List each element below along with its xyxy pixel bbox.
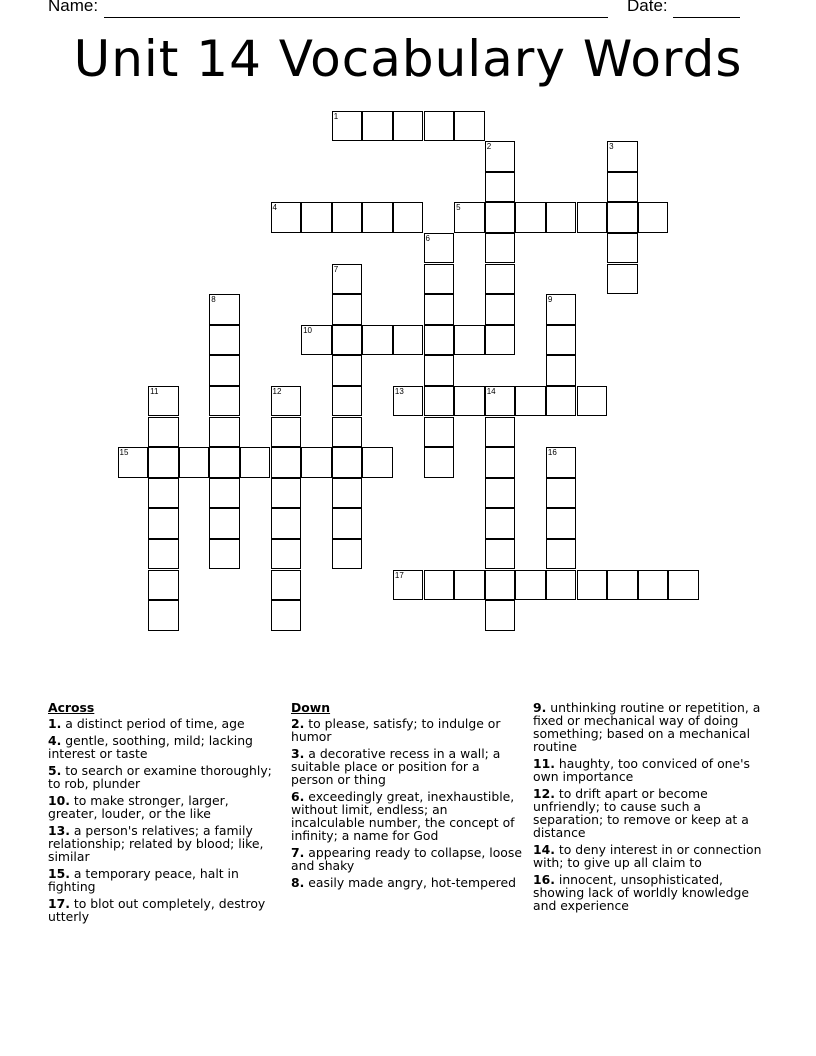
crossword-cell[interactable] [546, 386, 577, 417]
crossword-cell[interactable] [271, 539, 302, 570]
crossword-cell[interactable] [332, 111, 363, 142]
crossword-cell[interactable] [485, 570, 516, 601]
clue-text: a distinct period of time, age [61, 716, 245, 731]
clue-text: to search or examine thoroughly; to rob, plunder [48, 763, 272, 791]
crossword-cell[interactable] [485, 478, 516, 509]
crossword-cell[interactable] [546, 478, 577, 509]
clue-number: 5. [48, 763, 62, 778]
across-heading: Across [48, 700, 95, 715]
clue-text: appearing ready to collapse, loose and shaky [291, 845, 522, 873]
crossword-cell[interactable] [485, 233, 516, 264]
crossword-cell[interactable] [118, 447, 149, 478]
clue-text: to drift apart or become unfriendly; to cause such a separation; to remove or keep at a distance [533, 786, 749, 840]
crossword-cell[interactable] [362, 202, 393, 233]
cell-number: 14 [486, 386, 496, 396]
clue-number: 3. [291, 746, 305, 761]
clue-number: 1. [48, 716, 62, 731]
clue-item [291, 846, 523, 872]
crossword-cell[interactable] [424, 355, 455, 386]
cell-number: 13 [394, 386, 404, 396]
crossword-cell[interactable] [332, 264, 363, 295]
cell-number: 12 [272, 386, 282, 396]
across-clue-list [48, 717, 273, 923]
name-label: Name: [48, 0, 99, 15]
crossword-cell[interactable] [424, 570, 455, 601]
crossword-cell[interactable] [546, 325, 577, 356]
crossword-cell[interactable] [607, 264, 638, 295]
crossword-cell[interactable] [332, 294, 363, 325]
clue-item [48, 764, 273, 790]
crossword-cell[interactable] [546, 202, 577, 233]
clue-number: 15. [48, 866, 70, 881]
crossword-cell[interactable] [577, 570, 608, 601]
cell-number: 3 [609, 142, 614, 152]
clues-across-column [48, 701, 273, 927]
down-clue-list-continued [533, 701, 769, 912]
crossword-cell[interactable] [424, 386, 455, 417]
crossword-cell[interactable] [148, 508, 179, 539]
crossword-cell[interactable] [607, 233, 638, 264]
crossword-cell[interactable] [424, 417, 455, 448]
cell-number: 5 [456, 203, 461, 213]
clue-text: unthinking routine or repetition, a fixed or mechanical way of doing something; based on a mechanical routine [533, 700, 761, 754]
crossword-cell[interactable] [271, 202, 302, 233]
crossword-cell[interactable] [301, 202, 332, 233]
date-label: Date: [627, 0, 668, 15]
crossword-cell[interactable] [301, 325, 332, 356]
crossword-cell[interactable] [332, 508, 363, 539]
clue-item [533, 873, 769, 912]
crossword-cell[interactable] [515, 570, 546, 601]
cell-number: 11 [150, 386, 159, 396]
crossword-cell[interactable] [271, 417, 302, 448]
clue-text: to blot out completely, destroy utterly [48, 896, 266, 924]
clues-down-column [291, 701, 523, 893]
crossword-cell[interactable] [332, 355, 363, 386]
crossword-cell[interactable] [271, 447, 302, 478]
crossword-cell[interactable] [332, 539, 363, 570]
clue-number: 6. [291, 789, 305, 804]
crossword-cell[interactable] [515, 386, 546, 417]
crossword-cell[interactable] [362, 111, 393, 142]
clue-text: to please, satisfy; to indulge or humor [291, 716, 501, 744]
crossword-cell[interactable] [485, 386, 516, 417]
crossword-cell[interactable] [148, 570, 179, 601]
cell-number: 15 [119, 448, 129, 458]
crossword-cell[interactable] [209, 478, 240, 509]
crossword-cell[interactable] [393, 202, 424, 233]
clue-number: 7. [291, 845, 305, 860]
crossword-cell[interactable] [577, 386, 608, 417]
crossword-cell[interactable] [332, 447, 363, 478]
crossword-cell[interactable] [485, 202, 516, 233]
crossword-cell[interactable] [179, 447, 210, 478]
crossword-cell[interactable] [424, 325, 455, 356]
crossword-cell[interactable] [454, 325, 485, 356]
cell-number: 17 [394, 570, 404, 580]
crossword-cell[interactable] [546, 294, 577, 325]
crossword-cell[interactable] [209, 294, 240, 325]
crossword-cell[interactable] [301, 447, 332, 478]
crossword-cell[interactable] [424, 233, 455, 264]
clue-text: a decorative recess in a wall; a suitable place or position for a person or thing [291, 746, 501, 787]
crossword-cell[interactable] [393, 570, 424, 601]
crossword-cell[interactable] [485, 294, 516, 325]
clue-item [533, 757, 769, 783]
clue-item [533, 843, 769, 869]
cell-number: 7 [333, 264, 339, 274]
crossword-cell[interactable] [271, 508, 302, 539]
crossword-cell[interactable] [209, 386, 240, 417]
crossword-cell[interactable] [148, 478, 179, 509]
clue-item [291, 876, 523, 889]
crossword-cell[interactable] [424, 447, 455, 478]
crossword-cell[interactable] [546, 570, 577, 601]
crossword-cell[interactable] [148, 447, 179, 478]
crossword-cell[interactable] [240, 447, 271, 478]
crossword-cell[interactable] [209, 325, 240, 356]
crossword-cell[interactable] [454, 111, 485, 142]
crossword-cell[interactable] [209, 508, 240, 539]
clue-text: gentle, soothing, mild; lacking interest or taste [48, 733, 253, 761]
crossword-cell[interactable] [515, 202, 546, 233]
crossword-cell[interactable] [546, 447, 577, 478]
clue-item [291, 717, 523, 743]
crossword-cell[interactable] [332, 386, 363, 417]
clue-number: 17. [48, 896, 70, 911]
crossword-cell[interactable] [485, 447, 516, 478]
crossword-cell[interactable] [271, 570, 302, 601]
crossword-cell[interactable] [638, 570, 669, 601]
crossword-cell[interactable] [271, 386, 302, 417]
crossword-cell[interactable] [454, 386, 485, 417]
crossword-cell[interactable] [485, 600, 516, 631]
crossword-cell[interactable] [332, 325, 363, 356]
crossword-cell[interactable] [485, 141, 516, 172]
crossword-cell[interactable] [424, 264, 455, 295]
clue-text: exceedingly great, inexhaustible, without limit, endless; an incalculable number, the concept of infinity; a name for God [291, 789, 515, 843]
clue-item [48, 734, 273, 760]
cell-number: 1 [333, 111, 339, 121]
crossword-cell[interactable] [546, 539, 577, 570]
crossword-cell[interactable] [607, 202, 638, 233]
crossword-cell[interactable] [424, 294, 455, 325]
crossword-cell[interactable] [607, 141, 638, 172]
crossword-cell[interactable] [454, 202, 485, 233]
cell-number: 16 [547, 448, 557, 458]
cell-number: 6 [425, 233, 430, 243]
crossword-cell[interactable] [638, 202, 669, 233]
clue-number: 9. [533, 700, 547, 715]
clue-text: a person's relatives; a family relationship; related by blood; like, similar [48, 823, 264, 864]
clue-text: to make stronger, larger, greater, louder, or the like [48, 793, 229, 821]
clue-item [48, 867, 273, 893]
clue-text: innocent, unsophisticated, showing lack of worldly knowledge and experience [533, 872, 749, 913]
crossword-cell[interactable] [607, 172, 638, 203]
cell-number: 2 [486, 142, 492, 152]
crossword-cell[interactable] [148, 539, 179, 570]
clue-number: 10. [48, 793, 70, 808]
crossword-cell[interactable] [424, 111, 455, 142]
clue-text: a temporary peace, halt in fighting [48, 866, 239, 894]
crossword-cell[interactable] [209, 417, 240, 448]
crossword-cell[interactable] [209, 447, 240, 478]
crossword-cell[interactable] [485, 539, 516, 570]
clue-number: 13. [48, 823, 70, 838]
crossword-cell[interactable] [607, 570, 638, 601]
clue-item [533, 701, 769, 753]
crossword-cell[interactable] [485, 325, 516, 356]
clue-number: 2. [291, 716, 305, 731]
crossword-cell[interactable] [393, 386, 424, 417]
clue-number: 11. [533, 756, 555, 771]
crossword-cell[interactable] [148, 417, 179, 448]
crossword-cell[interactable] [332, 417, 363, 448]
crossword-cell[interactable] [485, 264, 516, 295]
crossword-cell[interactable] [454, 570, 485, 601]
crossword-cell[interactable] [393, 111, 424, 142]
crossword-cell[interactable] [546, 508, 577, 539]
crossword-cell[interactable] [271, 478, 302, 509]
crossword-cell[interactable] [271, 600, 302, 631]
clue-item [48, 897, 273, 923]
clue-item [48, 794, 273, 820]
clue-text: to deny interest in or connection with; to give up all claim to [533, 842, 762, 870]
clues-down-continued-column [533, 701, 769, 916]
clue-number: 4. [48, 733, 62, 748]
crossword-cell[interactable] [485, 508, 516, 539]
clue-text: easily made angry, hot-tempered [304, 875, 516, 890]
cell-number: 10 [303, 325, 312, 335]
clue-number: 12. [533, 786, 555, 801]
crossword-cell[interactable] [332, 478, 363, 509]
clue-number: 14. [533, 842, 555, 857]
crossword-cell[interactable] [332, 202, 363, 233]
crossword-cell[interactable] [148, 600, 179, 631]
cell-number: 9 [547, 295, 553, 305]
crossword-cell[interactable] [209, 355, 240, 386]
crossword-cell[interactable] [393, 325, 424, 356]
clue-item [48, 717, 273, 730]
clue-item [533, 787, 769, 839]
clue-number: 8. [291, 875, 305, 890]
clue-item [48, 824, 273, 863]
crossword-cell[interactable] [362, 447, 393, 478]
clue-item [291, 747, 523, 786]
crossword-cell[interactable] [668, 570, 699, 601]
clue-number: 16. [533, 872, 555, 887]
clue-text: haughty, too conviced of one's own importance [533, 756, 750, 784]
down-heading: Down [291, 700, 331, 715]
page-title: Unit 14 Vocabulary Words [73, 30, 743, 88]
cell-number: 4 [272, 203, 277, 213]
crossword-cell[interactable] [362, 325, 393, 356]
crossword-cell[interactable] [148, 386, 179, 417]
crossword-cell[interactable] [485, 172, 516, 203]
down-clue-list [291, 717, 523, 889]
clue-item [291, 790, 523, 842]
crossword-cell[interactable] [485, 417, 516, 448]
crossword-cell[interactable] [546, 355, 577, 386]
crossword-cell[interactable] [577, 202, 608, 233]
cell-number: 8 [211, 295, 216, 305]
crossword-cell[interactable] [209, 539, 240, 570]
